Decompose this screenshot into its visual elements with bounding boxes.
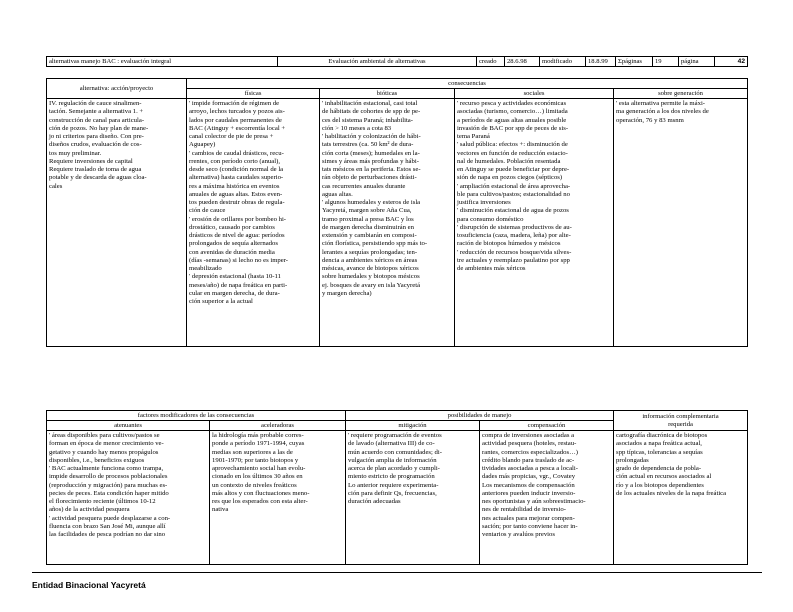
possibilities-header: posibilidades de manejo	[346, 411, 614, 421]
header-center-title: Evaluación ambiental de alternativas	[278, 57, 477, 67]
page-number: 42	[715, 57, 748, 67]
modifiers-header: factores modificadores de las consecuencias	[47, 411, 346, 421]
attenuating-header: atenuantes	[47, 421, 210, 431]
table-row	[47, 99, 748, 347]
created-label: creado	[477, 57, 505, 67]
footer-divider	[32, 572, 762, 573]
page-label: página	[679, 57, 715, 67]
consequences-header: consecuencias	[187, 79, 748, 89]
management-table	[46, 410, 748, 565]
info-cell: cartografía diacrónica de biotopos asociados a napa freática actual, spp típicas, tolerancias a sequías prolongadas grado de dependencia de pobla- ción actual en recursos asociados al río y a los biotopos dependientes de los actuales niveles de la napa freática	[614, 431, 748, 565]
attenuating-cell: ' áreas disponibles para cultivos/pastos se forman en época de menor crecimiento ve- getativo y cuando hay menos propágulos disponibles, i.e., beneficios exiguos ' BAC actualmente funciona como trampa, impide desarrollo de procesos poblacionales (reproducción y migración) para muchas es- pecies de peces. Esta condición haper mitido el florecimiento reciente (últimos 10-12 años) de la actividad pesquera ' actividad pesquera puede desplazarse a con- fluencia con brazo San José Mi, aunque allí las facilidades de pesca podrían no dar sino	[47, 431, 210, 565]
compensation-header: compensación	[480, 421, 614, 431]
created-date: 28.6.98	[505, 57, 540, 67]
mitigation-cell: ' requiere programación de eventos de lavado (alternativa III) de co- mún acuerdo con comunidades; di- vulgación amplia de información acerca de plan acordado y cumpli- miento estricto de programación Lo anterior requiere experimenta- ción para definir Qs, frecuencias, duración adecuadas	[346, 431, 480, 565]
physical-header: físicas	[187, 89, 320, 99]
alternative-header: alternativa: acción/proyecto	[47, 79, 187, 99]
mitigation-header: mitigación	[346, 421, 480, 431]
biotic-cell: ' inhabilitación estacional, casi total de hábitats de cohortes de spp de pe- ces del sistema Paraná; inhabilita- ción > 10 meses a cota 83 ' habilitación y colonización de hábi- tats terrestres (ca. 50 km² de dura- ción corta (meses); humedales en la- simes y áreas más profundas y hábi- tats mésicos en la periferia. Estos se- rán objeto de perturbaciones drásti- cas recurrentes anuales durante aguas altas. ' algunos humedales y esteros de isla Yacyretá, margen sobre Aña Cua, tramo proximal a presa BAC y los de margen derecha disminuirán en extensión y cambiarán en composi- ción florística, persistiendo spp más to- lerantes a sequías prolongadas; ten- dencia a ambientes xéricos en áreas mésicas, avance de biotopos xéricos sobre humedales y biotopos mésicos ej. bosques de avary en isla Yacyretá y margen derecha)	[320, 99, 455, 347]
header-left-title: alternativas manejo BAC : evaluación integral	[47, 57, 278, 67]
footer-organization: Entidad Binacional Yacyretá	[32, 580, 146, 590]
modified-label: modificado	[540, 57, 586, 67]
social-cell: ' recurso pesca y actividades económicas asociadas (turismo, comercio…) limitada a períodos de aguas altas anuales posible invasión de BAC por spp de peces de sis- tema Paraná ' salud pública: efectos +: disminución de vectores en función de reducción estacio- nal de humedales. Población resentada en Atinguy se puede beneficiar por depre- sión de napa en pozos ciegos (sépticos) ' ampliación estacional de área aprovecha- ble para cultivos/pastos; estacionalidad no justifica inversiones ' disminución estacional de agua de pozos para consumo doméstico ' disrupción de sistemas productivos de au- tosuficiencia (caza, madera, leña) por alte- ración de biotopos húmedos y mésicos ' reducción de recursos bosque/vida silves- tre actuales y reemplazo paulatino por spp de ambientes más xéricos	[455, 99, 614, 347]
physical-cell: ' impide formación de régimen de arroyo, lechos turcados y pozos ais- lados por caudales permanentes de BAC (Atinguy + escorrentía local + canal colector de pie de presa + Aguapey) ' cambios de caudal drásticos, recu- rrentes, con período corto (anual), desde seco (condición normal de la alternativa) hasta caudales superio- res a máxima histórica en eventos anuales de aguas altas. Estos even- tos pueden destruir obras de regula- ción de cauce ' erosión de orillares por bombeo hi- drostático, causado por cambios drásticos de nivel de agua: períodos prolongados de sequía alternados con avenidas de duración media (días -semanas) si lecho no es imper- meabilizado ' depresión estacional (hasta 10-11 meses/año) de napa freática en parti- cular en margen derecha, de dura- ción superior a la actual	[187, 99, 320, 347]
compensation-cell: compra de inversiones asociadas a actividad pesquera (hoteles, restau- rantes, comercios especializados…) crédito blando para traslado de ac- tividades asociadas a pesca a locali- dades más propicias, vgr., Covatey Los mecanismos de compensación anteriores pueden inducir inversio- nes oportunistas y aún sobreestimacio- nes de rentabilidad de inversio- nes actuales para mejorar compen- sación; por tanto conviene hacer in- ventarios y avalúos previos	[480, 431, 614, 565]
alternative-cell: IV. regulación de cauce sinalimen- tación. Semejante a alternativa 1. + construcción de canal para articula- ción de pozos. No hay plan de mane- jo ni criterios para diseño. Con pre- diseños crudos, evaluación de cos- tos muy preliminar. Requiere inversiones de capital Requiere traslado de toma de agua potable y de descarda de aguas cloa- cales	[47, 99, 187, 347]
accelerating-cell: la hidrología más probable corres- ponde a período 1971-1994, cuyas medias son superiores a las de 1901-1970; por tanto biotopos y aprovechamiento social han evolu- cionado en los últimos 30 años en un contexto de niveles freáticos más altos y con fluctuaciones meno- res que los esperados con esta alter- nativa	[210, 431, 346, 565]
document-header	[46, 56, 748, 67]
table-row	[47, 431, 748, 565]
generation-header: sobre generación	[614, 89, 748, 99]
pages-count: 19	[653, 57, 679, 67]
generation-cell: ' esta alternativa permite la máxi- ma generación a los dos niveles de operación, 76 y 83 msnm	[614, 99, 748, 347]
consequences-table	[46, 78, 748, 347]
social-header: sociales	[455, 89, 614, 99]
info-header: información complementaria requerida	[614, 411, 748, 431]
modified-date: 18.8.99	[586, 57, 616, 67]
biotic-header: bióticas	[320, 89, 455, 99]
pages-label: Σpáginas	[616, 57, 653, 67]
accelerating-header: aceleradoras	[210, 421, 346, 431]
